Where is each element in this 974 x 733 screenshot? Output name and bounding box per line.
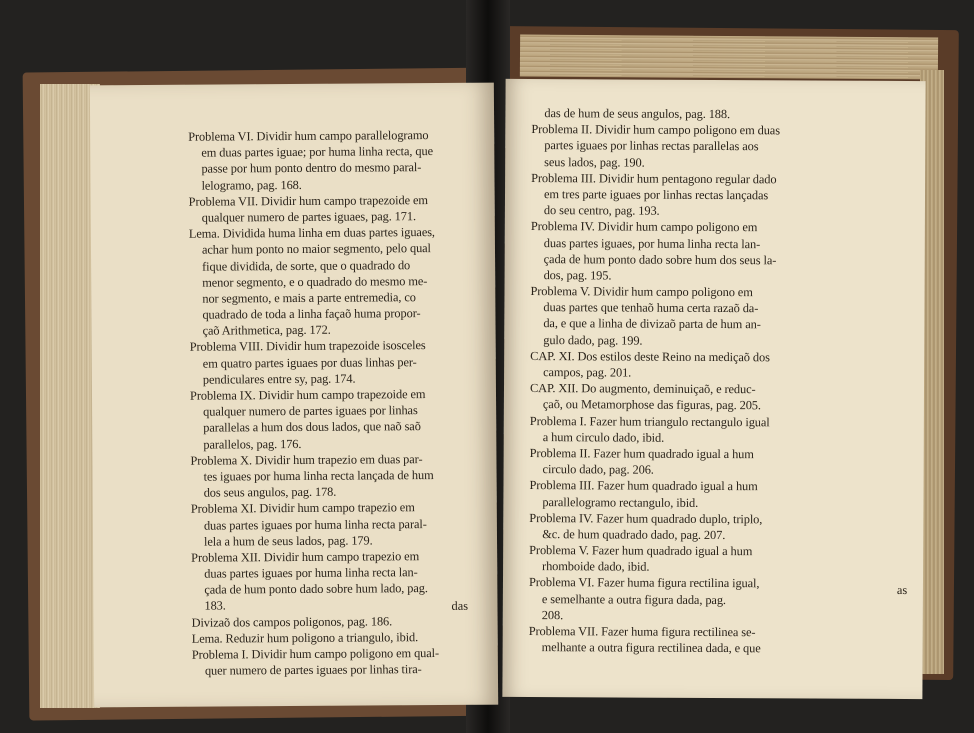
text-line: em duas partes iguae; por huma linha recta, que bbox=[201, 144, 434, 160]
text-line: parallelas a hum dos dous lados, que naõ saõ bbox=[203, 419, 421, 436]
text-line: Problema III. Dividir hum pentagono regular dado bbox=[531, 170, 777, 187]
left-catchword: das bbox=[451, 598, 469, 613]
text-line: çaõ Arithmetica, pag. 172. bbox=[202, 322, 331, 338]
text-line: Problema V. Fazer hum quadrado igual a hum bbox=[529, 543, 753, 559]
right-catchword: as bbox=[896, 582, 908, 598]
text-line: Problema IX. Dividir hum campo trapezoide em bbox=[189, 387, 426, 403]
text-line: CAP. XII. Do augmento, deminuiçaõ, e reduc- bbox=[529, 381, 756, 397]
text-line: pendiculares entre sy, pag. 174. bbox=[202, 371, 356, 387]
left-page-text bbox=[188, 127, 439, 679]
text-line: Lema. Reduzir hum poligono a triangulo, ibid. bbox=[191, 629, 419, 646]
text-line: fique dividida, de sorte, que o quadrado do bbox=[202, 257, 411, 274]
text-line: Divizaõ dos campos poligonos, pag. 186. bbox=[191, 613, 393, 630]
text-line: melhante a outra figura rectilinea dada, e que bbox=[541, 640, 761, 656]
text-line: Problema V. Dividir hum campo poligono em bbox=[530, 284, 753, 300]
top-page-edges bbox=[520, 35, 938, 80]
text-line: nor segmento, e mais a parte entremedia, co bbox=[202, 290, 416, 306]
text-line: das de hum de seus angulos, pag. 188. bbox=[544, 106, 731, 122]
text-line: circulo dado, pag. 206. bbox=[542, 462, 654, 477]
text-line: gulo dado, pag. 199. bbox=[543, 332, 643, 348]
text-line: Problema I. Dividir hum campo poligono em qual- bbox=[191, 645, 440, 662]
text-line: a hum circulo dado, ibid. bbox=[542, 429, 665, 445]
text-line: parallelos, pag. 176. bbox=[203, 436, 302, 452]
text-line: duas partes iguaes, por huma linha recta lan- bbox=[543, 235, 761, 251]
text-line: çaõ, ou Metamorphose das figuras, pag. 205. bbox=[542, 397, 761, 413]
right-page bbox=[502, 79, 925, 699]
text-line: Problema II. Dividir hum campo poligono em duas bbox=[531, 122, 780, 138]
left-page bbox=[90, 83, 498, 708]
text-line: menor segmento, e o quadrado do mesmo me- bbox=[202, 273, 428, 290]
text-line: passe por hum ponto dentro do mesmo paral- bbox=[201, 160, 422, 177]
text-line: parallelogramo rectangulo, ibid. bbox=[542, 494, 699, 510]
text-line: Problema VII. Fazer huma figura rectilinea se- bbox=[528, 624, 756, 640]
text-line: Problema IV. Fazer hum quadrado duplo, triplo, bbox=[529, 510, 763, 526]
right-page-text bbox=[529, 105, 780, 657]
text-line: Problema I. Fazer hum triangulo rectangulo igual bbox=[529, 413, 770, 429]
text-line: &c. de hum quadrado dado, pag. 207. bbox=[542, 526, 726, 542]
text-line: em quatro partes iguaes por duas linhas per- bbox=[202, 354, 417, 371]
text-line: quer numero de partes iguaes por linhas tira- bbox=[204, 662, 422, 678]
text-line: Problema IV. Dividir hum campo poligono em bbox=[530, 219, 758, 235]
text-line: duas partes iguaes por huma linha recta lan- bbox=[204, 565, 418, 581]
text-line: quadrado de toda a linha façaõ huma propor- bbox=[202, 306, 421, 322]
text-line: CAP. XI. Dos estilos deste Reino na mediçaõ dos bbox=[530, 348, 770, 365]
text-line: Lema. Dividida huma linha em duas partes iguaes, bbox=[188, 225, 435, 241]
text-line: 183. bbox=[204, 598, 226, 614]
text-line: 208. bbox=[541, 607, 564, 623]
text-line: lela a hum de seus lados, pag. 179. bbox=[203, 533, 373, 549]
text-line: partes iguaes por linhas rectas parallelas aos bbox=[544, 138, 759, 154]
text-line: tes iguaes por huma linha recta lançada de hum bbox=[203, 467, 434, 484]
text-line: duas partes iguaes por huma linha recta paral- bbox=[203, 516, 427, 533]
text-line: Problema VI. Fazer huma figura rectilina igual, bbox=[528, 575, 760, 591]
text-line: Problema II. Fazer hum quadrado igual a hum bbox=[529, 445, 754, 462]
text-line: qualquer numero de partes iguaes por linhas bbox=[203, 403, 418, 419]
text-line: da, e que a linha de divizaõ parta de hum an- bbox=[543, 316, 761, 332]
text-line: qualquer numero de partes iguaes, pag. 171. bbox=[201, 209, 417, 225]
text-line: dos, pag. 195. bbox=[543, 267, 612, 283]
text-line: Problema III. Fazer hum quadrado igual a hum bbox=[529, 478, 758, 494]
text-line: duas partes que tenhaõ huma certa razaõ da- bbox=[543, 300, 759, 316]
text-line: Problema VIII. Dividir hum trapezoide isosceles bbox=[189, 338, 426, 355]
text-line: campos, pag. 201. bbox=[543, 365, 632, 380]
text-line: çada de hum ponto dado sobre hum dos seus la- bbox=[543, 251, 777, 268]
text-line: do seu centro, pag. 193. bbox=[543, 203, 660, 218]
text-line: Problema XI. Dividir hum campo trapezio em bbox=[190, 500, 415, 517]
text-line: e semelhante a outra figura dada, pag. bbox=[541, 591, 726, 607]
text-line: çada de hum ponto dado sobre hum lado, pag. bbox=[204, 581, 428, 597]
text-line: Problema VII. Dividir hum campo trapezoide em bbox=[188, 192, 428, 209]
text-line: achar hum ponto no maior segmento, pelo qual bbox=[201, 241, 431, 257]
text-line: rhomboide dado, ibid. bbox=[542, 559, 650, 574]
text-line: dos seus angulos, pag. 178. bbox=[203, 484, 337, 500]
text-line: Problema X. Dividir hum trapezio em duas par- bbox=[190, 451, 423, 468]
text-line: Problema XII. Dividir hum campo trapezio em bbox=[191, 549, 420, 565]
text-line: em tres parte iguaes por linhas rectas lançadas bbox=[543, 187, 769, 203]
text-line: seus lados, pag. 190. bbox=[544, 154, 645, 170]
text-line: Problema VI. Dividir hum campo parallelogramo bbox=[188, 128, 429, 144]
text-line: lelogramo, pag. 168. bbox=[201, 177, 302, 193]
